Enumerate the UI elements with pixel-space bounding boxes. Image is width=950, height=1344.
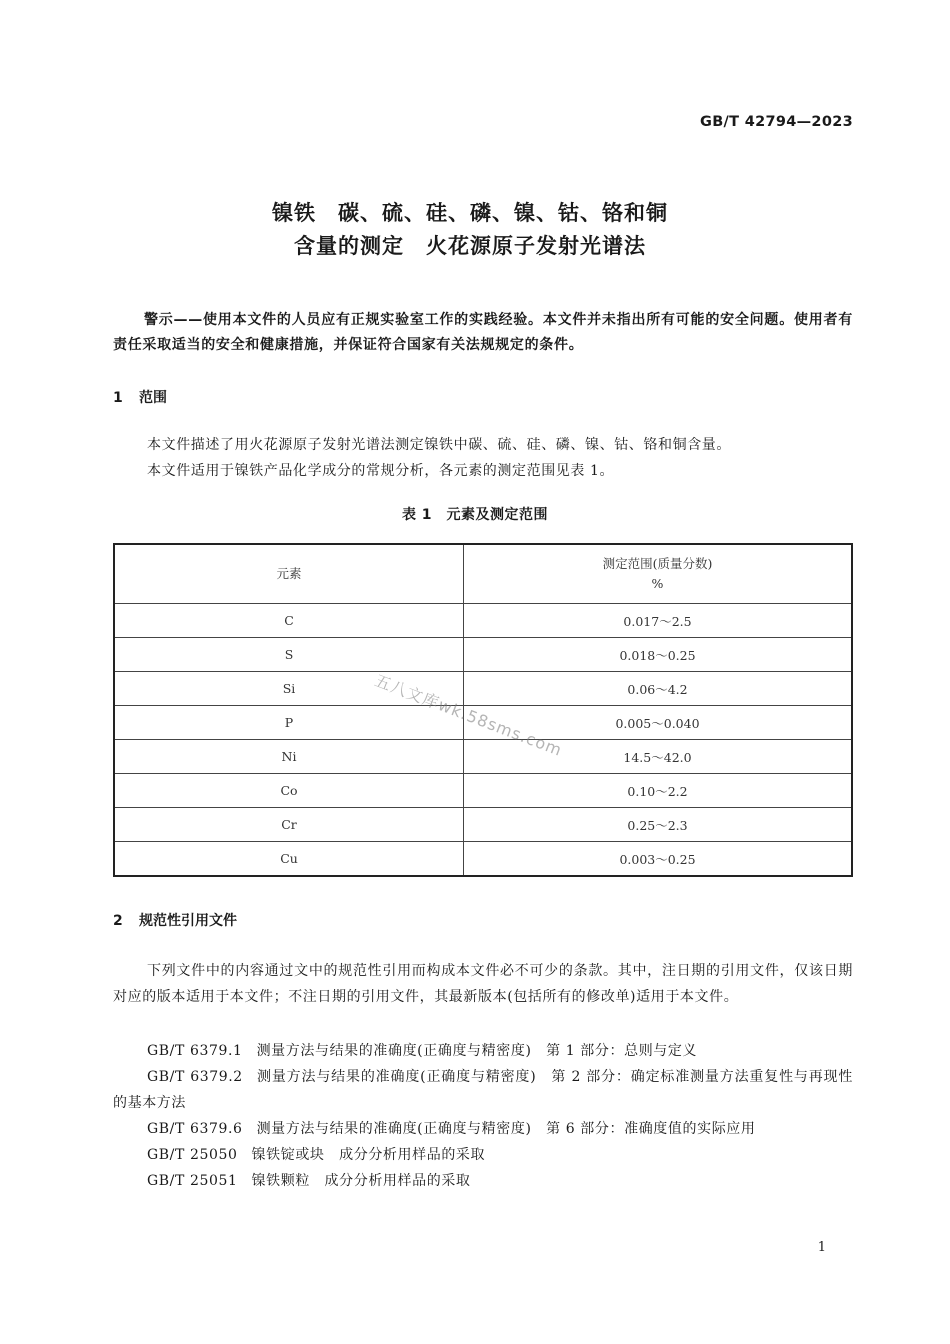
document-title-line2: 含量的测定 火花源原子发射光谱法 [294, 234, 646, 258]
table-row [114, 774, 852, 808]
table-cell-element: Ni [114, 740, 464, 774]
section-2-intro: 下列文件中的内容通过文中的规范性引用而构成本文件必不可少的条款。其中，注日期的引用文件，仅该日期对应的版本适用于本文件；不注日期的引用文件，其最新版本(包括所有的修改单)适用于本文件。 [113, 963, 853, 1005]
reference-title: 镍铁锭或块 成分分析用样品的采取 [251, 1147, 486, 1163]
table-1-caption: 表 1 元素及测定范围 [401, 507, 549, 523]
reference-list [113, 1038, 853, 1194]
table-cell-element: P [114, 706, 464, 740]
table-cell-element: Si [114, 672, 464, 706]
table-header-range [464, 544, 853, 604]
section-1-paragraph-1: 本文件描述了用火花源原子发射光谱法测定镍铁中碳、硫、硅、磷、镍、钴、铬和铜含量。 [147, 437, 731, 453]
table-row [114, 672, 852, 706]
reference-code: GB/T 25051 [147, 1173, 238, 1189]
section-1-heading [113, 387, 167, 407]
reference-item [113, 1168, 853, 1194]
reference-title: 测量方法与结果的准确度(正确度与精密度) 第 2 部分：确定标准测量方法重复性与再现性的基本方法 [113, 1069, 853, 1111]
table-cell-range: 0.003～0.25 [464, 842, 853, 877]
table-cell-range: 0.06～4.2 [464, 672, 853, 706]
reference-item [113, 1142, 853, 1168]
table-cell-range: 0.018～0.25 [464, 638, 853, 672]
table-row [114, 808, 852, 842]
reference-code: GB/T 6379.1 [147, 1043, 243, 1059]
table-cell-element: Cu [114, 842, 464, 877]
table-row [114, 842, 852, 877]
table-cell-element: Co [114, 774, 464, 808]
reference-title: 镍铁颗粒 成分分析用样品的采取 [251, 1173, 471, 1189]
watermark-text: 五八文库wk.58sms.com [372, 670, 566, 760]
table-cell-range: 0.005～0.040 [464, 706, 853, 740]
section-2-title: 规范性引用文件 [139, 913, 237, 929]
table-row [114, 740, 852, 774]
section-2-number: 2 [113, 913, 123, 929]
section-1-paragraph-2: 本文件适用于镍铁产品化学成分的常规分析，各元素的测定范围见表 1。 [147, 463, 615, 479]
reference-code: GB/T 6379.6 [147, 1121, 243, 1137]
reference-item [113, 1064, 853, 1116]
table-cell-range: 14.5～42.0 [464, 740, 853, 774]
table-header-range-unit: % [651, 576, 664, 591]
table-cell-element: C [114, 604, 464, 638]
section-1-title: 范围 [139, 390, 167, 406]
table-cell-range: 0.25～2.3 [464, 808, 853, 842]
section-2-heading [113, 910, 237, 930]
section-1-number: 1 [113, 390, 123, 406]
table-cell-range: 0.10～2.2 [464, 774, 853, 808]
reference-title: 测量方法与结果的准确度(正确度与精密度) 第 6 部分：准确度值的实际应用 [256, 1121, 756, 1137]
document-title-line1: 镍铁 碳、硫、硅、磷、镍、钴、铬和铜 [272, 201, 668, 225]
reference-item [113, 1116, 853, 1142]
reference-code: GB/T 25050 [147, 1147, 238, 1163]
table-header-element: 元素 [114, 544, 464, 604]
table-cell-range: 0.017～2.5 [464, 604, 853, 638]
reference-item [113, 1038, 853, 1064]
warning-paragraph: 警示——使用本文件的人员应有正规实验室工作的实践经验。本文件并未指出所有可能的安全问题。使用者有责任采取适当的安全和健康措施，并保证符合国家有关法规规定的条件。 [113, 312, 853, 353]
table-row [114, 638, 852, 672]
reference-code: GB/T 6379.2 [147, 1069, 243, 1085]
table-header-range-label: 测定范围(质量分数) [602, 556, 713, 571]
table-cell-element: Cr [114, 808, 464, 842]
page-number: 1 [817, 1240, 826, 1255]
table-row [114, 604, 852, 638]
reference-title: 测量方法与结果的准确度(正确度与精密度) 第 1 部分：总则与定义 [256, 1043, 698, 1059]
table-cell-element: S [114, 638, 464, 672]
standard-number: GB/T 42794—2023 [700, 114, 853, 130]
